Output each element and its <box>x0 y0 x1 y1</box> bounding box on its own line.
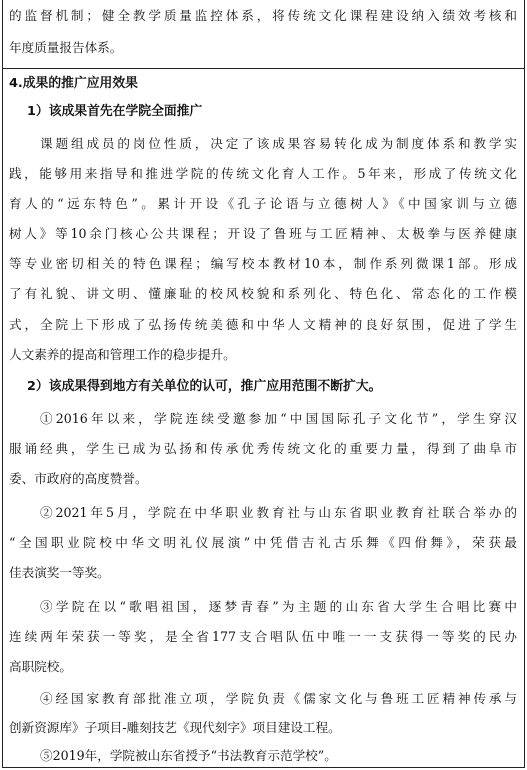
list-item-line: 高职院校。 <box>9 659 72 674</box>
top-text-line: 的监督机制；健全教学质量监控体系，将传统文化课程建设纳入绩效考核和 <box>9 8 517 23</box>
paragraph-line: 育人的“远东特色”。累计开设《孔子论语与立德树人》《中国家训与立德 <box>9 196 517 211</box>
paragraph-line: 了有礼貌、讲文明、懂廉耻的校风校貌和系列化、特色化、常态化的工作模 <box>9 286 517 301</box>
paragraph-line: 课题组成员的岗位性质，决定了该成果容易转化成为制度体系和教学实 <box>40 136 517 151</box>
list-item-line: ⑤2019年，学院被山东省授予“书法教育示范学校”。 <box>40 748 337 763</box>
subsection-title-2: 2）该成果得到地方有关单位的认可，推广应用范围不断扩大。 <box>27 379 382 394</box>
paragraph-line: 践，能够用来指导和推进学院的传统文化育人工作。5年来，形成了传统文化 <box>9 166 517 181</box>
list-item-line: ③学院在以“歌唱祖国，逐梦青春”为主题的山东省大学生合唱比赛中 <box>40 599 517 614</box>
list-item-line: 委、市政府的高度赞誉。 <box>9 471 148 486</box>
paragraph-line: 树人》等10余门核心公共课程；开设了鲁班与工匠精神、太极拳与医养健康 <box>9 226 517 241</box>
section-title: 4.成果的推广应用效果 <box>9 76 138 91</box>
subsection-title-1: 1）该成果首先在学院全面推广 <box>27 104 203 119</box>
list-item-line: ②2021年5月，学院在中华职业教育社与山东省职业教育社联合举办的 <box>40 505 517 520</box>
paragraph-line: 等专业密切相关的特色课程；编写校本教材10本，制作系列微课1部。形成 <box>9 256 517 271</box>
list-item-line: 服诵经典，学生已成为弘扬和传承优秀传统文化的重要力量，得到了曲阜市 <box>9 441 517 456</box>
list-item-line: ①2016年以来，学院连续受邀参加“中国国际孔子文化节”，学生穿汉 <box>40 411 517 426</box>
list-item-line: 佳表演奖一等奖。 <box>9 565 110 580</box>
paragraph-line: 式，全院上下形成了弘扬传统美德和中华人文精神的良好氛围，促进了学生 <box>9 317 517 332</box>
list-item-line: “全国职业院校中华文明礼仪展演”中凭借吉礼古乐舞《四佾舞》，荣获最 <box>9 535 517 550</box>
list-item-line: ④经国家教育部批准立项，学院负责《儒家文化与鲁班工匠精神传承与 <box>40 691 517 706</box>
row-divider <box>2 68 525 69</box>
list-item-line: 创新资源库》子项目-雕刻技艺《现代刻字》项目建设工程。 <box>9 720 341 735</box>
list-item-line: 连续两年荣获一等奖，是全省177支合唱队伍中唯一一支获得一等奖的民办 <box>9 629 517 644</box>
top-text-line: 年度质量报告体系。 <box>9 40 123 55</box>
paragraph-line: 人文素养的提高和管理工作的稳步提升。 <box>9 347 236 362</box>
